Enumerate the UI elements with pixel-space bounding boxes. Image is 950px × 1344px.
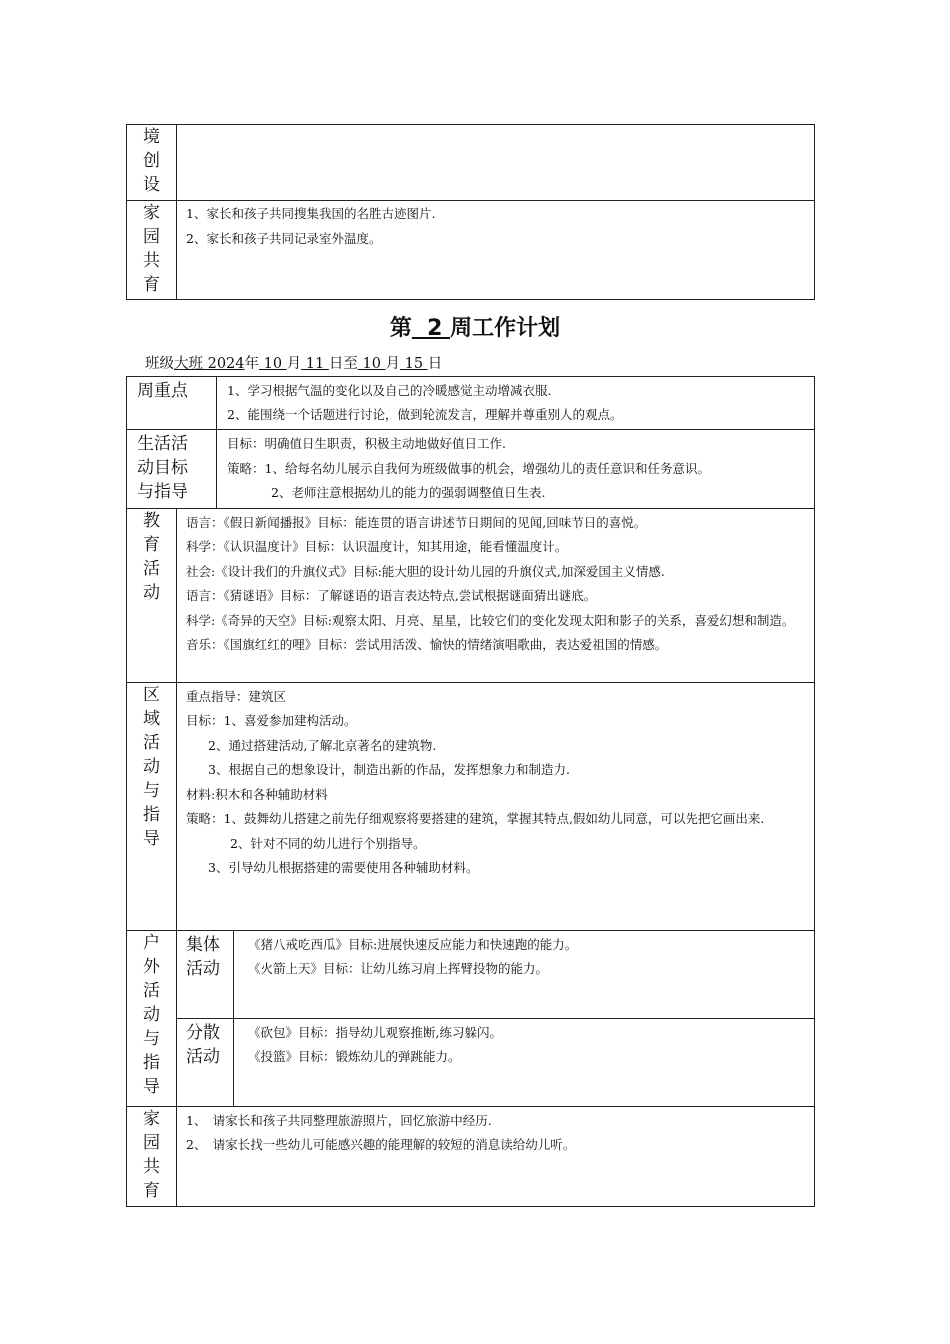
label-line: 生活活 xyxy=(137,434,188,454)
label-char: 园 xyxy=(143,1132,160,1153)
start-day: 11 xyxy=(301,356,329,372)
group-activity-content xyxy=(234,930,815,1018)
focus-text: 重点指导：建筑区 xyxy=(186,688,287,704)
list-item: 1、家长和孩子共同搜集我国的名胜古迹图片. xyxy=(186,206,436,221)
list-item: 语言：《假日新闻播报》目标：能连贯的语言讲述节日期间的见闻,回味节日的喜悦。 xyxy=(186,514,647,530)
goal-text: 3、根据自己的想象设计，制造出新的作品，发挥想象力和制造力. xyxy=(208,762,570,777)
week-focus-label: 周重点 xyxy=(127,377,217,430)
education-content xyxy=(177,508,815,682)
label-char: 区 xyxy=(143,684,160,705)
list-item: 社会:《设计我们的升旗仪式》目标:能大胆的设计幼儿园的升旗仪式,加深爱国主义情感. xyxy=(186,563,665,579)
list-item: 2、 请家长找一些幼儿可能感兴趣的能理解的较短的消息读给幼儿听。 xyxy=(186,1137,576,1152)
label-char: 境 xyxy=(143,127,160,147)
goal-text: 2、通过搭建活动,了解北京著名的建筑物. xyxy=(208,737,437,753)
area-label xyxy=(127,682,177,930)
list-item: 音乐：《国旗红红的哩》目标：尝试用活泼、愉快的情绪演唱歌曲，表达爱祖国的情感。 xyxy=(186,637,668,652)
class-label: 班级 xyxy=(145,356,174,372)
strategy-text: 2、老师注意根据幼儿的能力的强弱调整值日生表. xyxy=(271,485,546,500)
date-line xyxy=(145,352,442,373)
year-unit: 年 xyxy=(244,356,260,372)
end-month: 10 xyxy=(357,356,386,372)
list-item: 《砍包》目标：指导幼儿观察推断,练习躲闪。 xyxy=(248,1024,502,1040)
material-text: 材料:积木和各种辅助材料 xyxy=(186,786,328,802)
list-item: 科学：《认识温度计》目标：认识温度计，知其用途，能看懂温度计。 xyxy=(186,539,568,554)
life-content xyxy=(217,430,815,509)
list-item: 2、家长和孩子共同记录室外温度。 xyxy=(186,230,382,246)
week-focus-content xyxy=(217,377,815,430)
title-suffix: 周工作计划 xyxy=(450,316,561,341)
label-char: 外 xyxy=(143,956,160,977)
env-content xyxy=(177,125,815,201)
list-item: 1、学习根据气温的变化以及自己的冷暖感觉主动增减衣服. xyxy=(227,383,552,398)
label-char: 导 xyxy=(143,828,160,849)
label-char: 育 xyxy=(143,1180,160,1201)
home-content-top xyxy=(177,201,815,300)
title-prefix: 第 xyxy=(389,316,412,341)
label-char: 动 xyxy=(143,756,160,777)
label-char: 育 xyxy=(143,534,160,555)
list-item: 科学:《奇异的天空》目标:观察太阳、月亮、星星，比较它们的变化发现太阳和影子的关系，喜爱幻想和制造。 xyxy=(186,612,795,628)
list-item: 《投篮》目标：锻炼幼儿的弹跳能力。 xyxy=(248,1049,461,1064)
label-char: 与 xyxy=(143,780,160,801)
label-char: 活 xyxy=(143,732,160,753)
label-char: 共 xyxy=(143,251,160,271)
label-char: 户 xyxy=(143,932,160,953)
area-content xyxy=(177,682,815,930)
strategy-text: 策略：1、鼓舞幼儿搭建之前先仔细观察将要搭建的建筑，掌握其特点,假如幼儿同意，可以先把它画出来. xyxy=(186,811,765,826)
label-char: 指 xyxy=(143,1052,160,1073)
page-title xyxy=(0,311,950,342)
label-char: 与 xyxy=(143,1028,160,1049)
group-activity-label: 集体活动 xyxy=(177,930,234,1018)
plan-table xyxy=(126,376,815,1207)
list-item: 《火箭上天》目标：让幼儿练习肩上挥臂投物的能力。 xyxy=(248,961,549,976)
strategy-text: 策略：1、给每名幼儿展示自我何为班级做事的机会，增强幼儿的责任意识和任务意识。 xyxy=(227,460,710,476)
strategy-text: 3、引导幼儿根据搭建的需要使用各种辅助材料。 xyxy=(208,860,479,875)
list-item: 《猪八戒吃西瓜》目标:进展快速反应能力和快速跑的能力。 xyxy=(248,936,578,952)
label-char: 活 xyxy=(143,980,160,1001)
home-label-top xyxy=(127,201,177,300)
top-table xyxy=(126,124,815,300)
month-unit: 月 xyxy=(385,356,401,372)
label-char: 育 xyxy=(143,275,160,295)
life-label xyxy=(127,430,217,509)
label-char: 设 xyxy=(143,175,160,195)
free-activity-label: 分散活动 xyxy=(177,1018,234,1106)
label-line: 与指导 xyxy=(137,482,188,502)
list-item: 2、能围绕一个话题进行讨论，做到轮流发言，理解并尊重别人的观点。 xyxy=(227,407,623,422)
class-value: 大班 xyxy=(174,356,203,372)
strategy-text: 2、针对不同的幼儿进行个别指导。 xyxy=(230,835,426,851)
home-label xyxy=(127,1106,177,1206)
label-char: 家 xyxy=(143,1108,160,1129)
goal-text: 目标：明确值日生职责，积极主动地做好值日工作. xyxy=(227,436,506,451)
year-value: 2024 xyxy=(207,356,245,372)
label-char: 动 xyxy=(143,582,160,603)
label-char: 导 xyxy=(143,1076,160,1097)
day-unit: 日 xyxy=(427,356,443,372)
label-char: 园 xyxy=(143,227,160,247)
label-char: 家 xyxy=(143,203,160,223)
week-number: 2 xyxy=(411,316,451,341)
month-unit: 月 xyxy=(286,356,302,372)
list-item: 1、 请家长和孩子共同整理旅游照片，回忆旅游中经历. xyxy=(186,1112,492,1128)
education-label xyxy=(127,508,177,682)
label-char: 活 xyxy=(143,558,160,579)
outdoor-label xyxy=(127,930,177,1106)
start-month: 10 xyxy=(259,356,287,372)
label-char: 创 xyxy=(143,151,160,171)
label-line: 动目标 xyxy=(137,458,188,478)
goal-text: 目标：1、喜爱参加建构活动。 xyxy=(186,713,357,728)
day-to: 日至 xyxy=(328,356,358,372)
label-char: 指 xyxy=(143,804,160,825)
list-item: 语言：《猜谜语》目标：了解谜语的语言表达特点,尝试根据谜面猜出谜底。 xyxy=(186,588,597,603)
label-char: 域 xyxy=(143,708,160,729)
label-char: 动 xyxy=(143,1004,160,1025)
label-char: 教 xyxy=(143,510,160,531)
free-activity-content xyxy=(234,1018,815,1106)
env-label xyxy=(127,125,177,201)
home-content xyxy=(177,1106,815,1206)
label-char: 共 xyxy=(143,1156,160,1177)
end-day: 15 xyxy=(400,356,428,372)
